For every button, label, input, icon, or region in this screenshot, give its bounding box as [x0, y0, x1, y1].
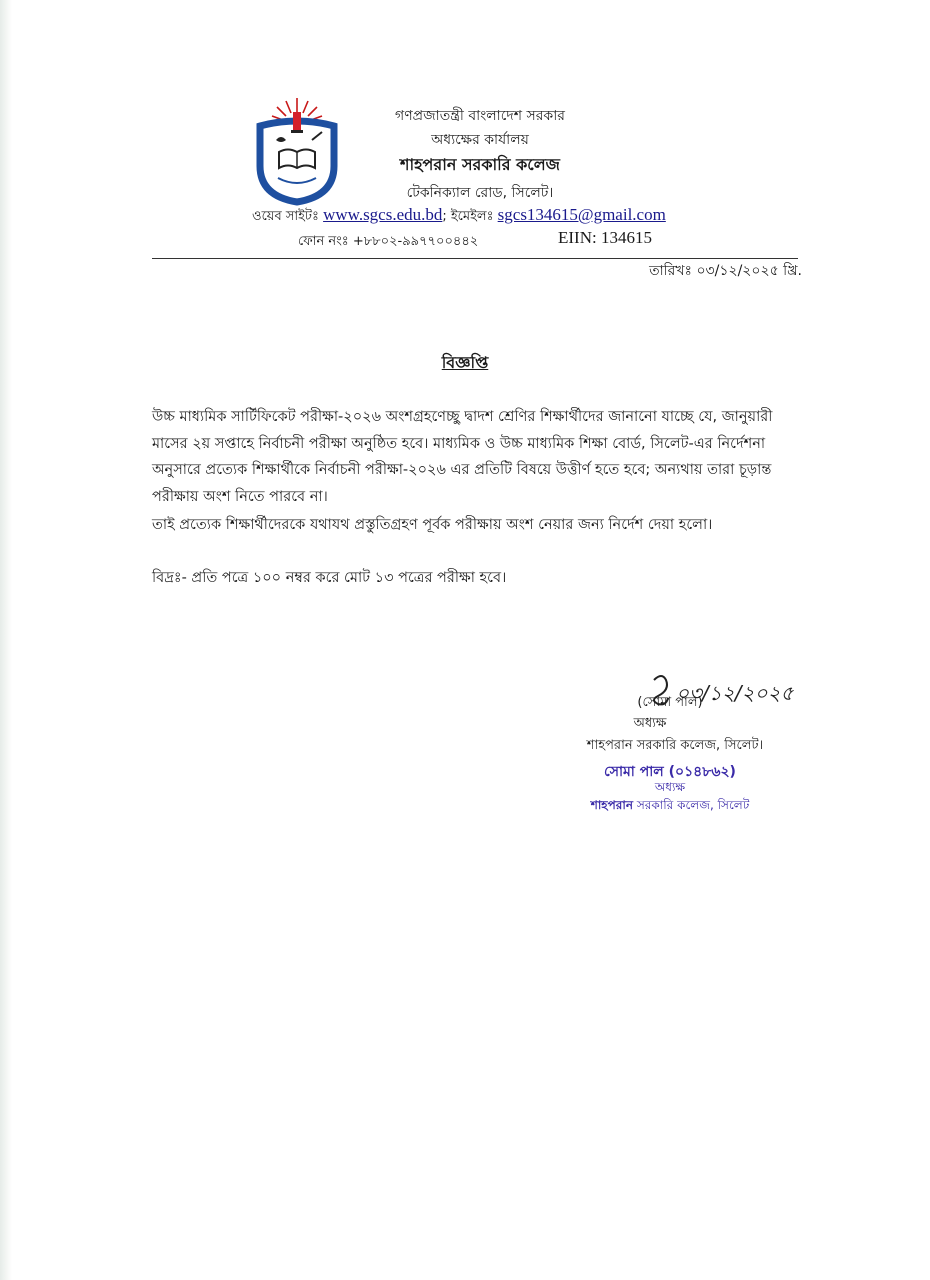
phone-number: ফোন নংঃ +৮৮০২-৯৯৭৭০০৪৪২ — [298, 234, 479, 249]
website-label: ওয়েব সাইটঃ — [252, 209, 319, 224]
signatory-institution: শাহপরান সরকারি কলেজ, সিলেট। — [586, 738, 764, 753]
scan-edge — [0, 0, 12, 1280]
notice-title: বিজ্ঞপ্তি — [441, 353, 489, 372]
contact-line — [252, 205, 666, 228]
notice-paragraph-1: উচ্চ মাধ্যমিক সার্টিফিকেট পরীক্ষা-২০২৬ অংশগ্রহণেচ্ছু দ্বাদশ শ্রেণির শিক্ষার্থীদের জানানো যাচ্ছে যে, জানুয়ারী মাসের ২য় সপ্তাহে নির্বাচনী পরীক্ষা অনুষ্ঠিত হবে। মাধ্যমিক ও উচ্চ মাধ্যমিক শিক্ষা বোর্ড, সিলেট-এর নির্দেশনা অনুসারে প্রত্যেক শিক্ষার্থীকে নির্বাচনী পরীক্ষা-২০২৬ এর প্রতিটি বিষয়ে উত্তীর্ণ হতে হবে; অন্যথায় তারা চূড়ান্ত পরীক্ষায় অংশ নিতে পারবে না। — [152, 409, 773, 505]
email-label: ; ইমেইলঃ — [442, 209, 494, 224]
notice-date: তারিখঃ ০৩/১২/২০২৫ খ্রি. — [649, 263, 802, 279]
email-link[interactable]: sgcs134615@gmail.com — [497, 205, 666, 224]
stamp-name: সোমা পাল (০১৪৮৬২) — [604, 764, 736, 780]
signatory-name: (সোমা পাল) — [637, 695, 703, 710]
govt-line: গণপ্রজাতন্ত্রী বাংলাদেশ সরকার — [395, 108, 565, 124]
eiin-number: EIIN: 134615 — [558, 228, 652, 247]
stamp-designation: অধ্যক্ষ — [654, 780, 686, 794]
stamp-college-bold: শাহপরান — [590, 798, 633, 812]
handwritten-date: ০৩/১২/২০২৫ — [676, 681, 794, 705]
stamp-college-rest: সরকারি কলেজ, সিলেট — [636, 798, 750, 812]
stamp-college — [560, 797, 780, 817]
website-link[interactable]: www.sgcs.edu.bd — [323, 205, 443, 224]
signatory-designation: অধ্যক্ষ — [633, 716, 667, 731]
notice-note: বিদ্রঃ- প্রতি পত্রে ১০০ নম্বর করে মোট ১৩ পত্রের পরীক্ষা হবে। — [152, 570, 507, 586]
office-line: অধ্যক্ষের কার্যালয় — [431, 132, 529, 148]
college-name: শাহপরান সরকারি কলেজ — [400, 155, 560, 174]
notice-paragraph-2: তাই প্রত্যেক শিক্ষার্থীদেরকে যথাযথ প্রস্তুতিগ্রহণ পূর্বক পরীক্ষায় অংশ নেয়ার জন্য নির্দেশ দেয়া হলো। — [152, 517, 713, 533]
college-address: টেকনিক্যাল রোড, সিলেট। — [406, 185, 554, 201]
